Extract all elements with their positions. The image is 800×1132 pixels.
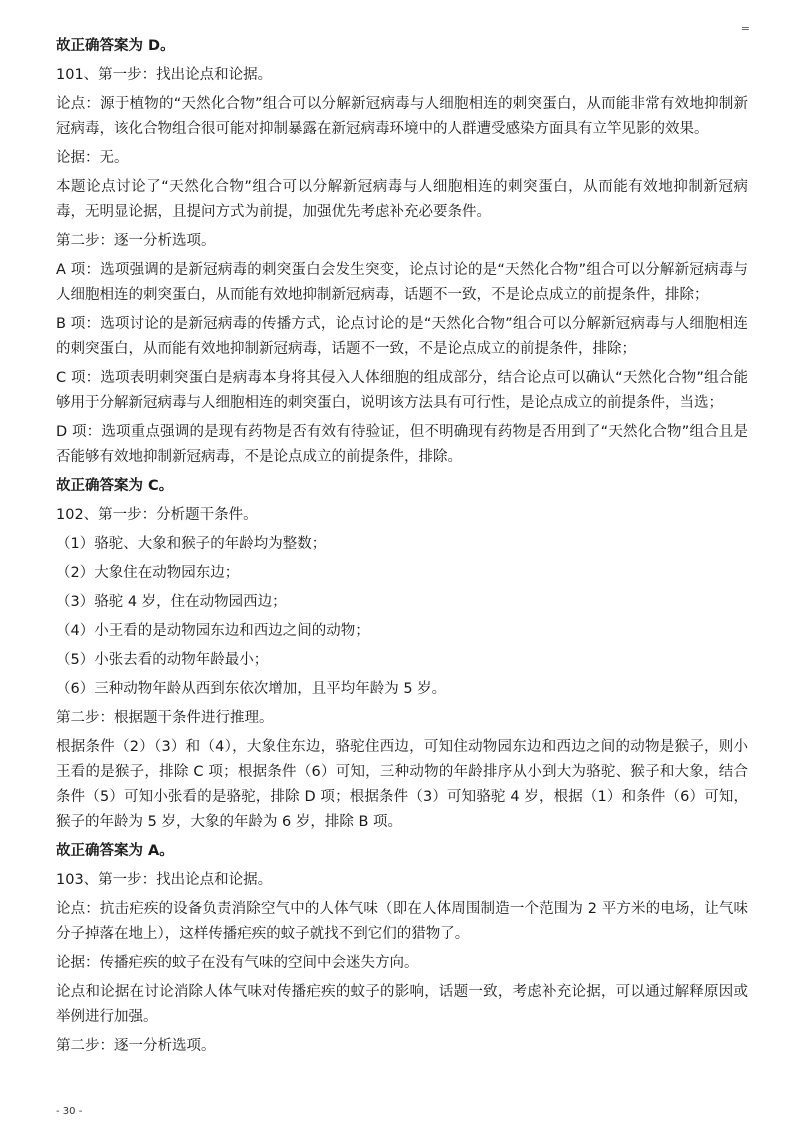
paragraph: （1）骆驼、大象和猴子的年龄均为整数；	[56, 536, 327, 552]
paragraph: B 项：选项讨论的是新冠病毒的传播方式，论点讨论的是“天然化合物”组合可以分解新冠病毒与人细胞相连的刺突蛋白，从而能有效地抑制新冠病毒，话题不一致，不是论点成立的前提条件，排除；	[56, 316, 748, 357]
paragraph: 论点和论据在讨论消除人体气味对传播疟疾的蚊子的影响，话题一致，考虑补充论据，可以通过解释原因或举例进行加强。	[56, 984, 748, 1025]
paragraph: 第二步：根据题干条件进行推理。	[56, 710, 274, 726]
paragraph: 第二步：逐一分析选项。	[56, 233, 216, 249]
paragraph: （3）骆驼 4 岁，住在动物园西边；	[56, 594, 287, 610]
paragraph: （5）小张去看的动物年龄最小；	[56, 652, 269, 668]
paragraph: （6）三种动物年龄从西到东依次增加，且平均年龄为 5 岁。	[56, 681, 447, 697]
answer-conclusion: 故正确答案为 C。	[56, 478, 174, 494]
paragraph: 103、第一步：找出论点和论据。	[56, 872, 273, 888]
paragraph: 论点：抗击疟疾的设备负责消除空气中的人体气味（即在人体周围制造一个范围为 2 平方米的电场，让气味分子掉落在地上），这样传播疟疾的蚊子就找不到它们的猎物了。	[56, 901, 748, 942]
paragraph: 本题论点讨论了“天然化合物”组合可以分解新冠病毒与人细胞相连的刺突蛋白，从而能有效地抑制新冠病毒，无明显论据，且提问方式为前提，加强优先考虑补充必要条件。	[56, 179, 748, 220]
paragraph: （2）大象住在动物园东边；	[56, 565, 240, 581]
paragraph: A 项：选项强调的是新冠病毒的刺突蛋白会发生突变，论点讨论的是“天然化合物”组合可以分解新冠病毒与人细胞相连的刺突蛋白，从而能有效地抑制新冠病毒，话题不一致，不是论点成立的前提条件，排除；	[56, 262, 748, 303]
paragraph: 根据条件（2）（3）和（4），大象住东边，骆驼住西边，可知住动物园东边和西边之间的动物是猴子，则小王看的是猴子，排除 C 项；根据条件（6）可知，三种动物的年龄排序从小到大为骆驼、猴子和大象，结合条件（5）可知小张看的是骆驼，排除 D 项；根据条件（3）可知骆驼 4 岁，根据（1）和条件（6）可知，猴子的年龄为 5 岁，大象的年龄为 6 岁，排除 B 项。	[56, 739, 748, 830]
paragraph: D 项：选项重点强调的是现有药物是否有效有待验证，但不明确现有药物是否用到了“天然化合物”组合且是否能够有效地抑制新冠病毒，不是论点成立的前提条件，排除。	[56, 424, 748, 465]
paragraph: 论据：传播疟疾的蚊子在没有气味的空间中会迷失方向。	[56, 955, 419, 971]
paragraph: 101、第一步：找出论点和论据。	[56, 67, 273, 83]
page-number: - 30 -	[56, 1106, 83, 1117]
answer-conclusion: 故正确答案为 D。	[56, 38, 175, 54]
paragraph: C 项：选项表明刺突蛋白是病毒本身将其侵入人体细胞的组成部分，结合论点可以确认“天然化合物”组合能够用于分解新冠病毒与人细胞相连的刺突蛋白，说明该方法具有可行性，是论点成立的前提条件，当选；	[56, 370, 748, 411]
corner-mark: =	[740, 22, 750, 35]
paragraph: 第二步：逐一分析选项。	[56, 1038, 216, 1054]
paragraph: 论据：无。	[56, 150, 129, 166]
paragraph: 102、第一步：分析题干条件。	[56, 507, 258, 523]
paragraph: （4）小王看的是动物园东边和西边之间的动物；	[56, 623, 370, 639]
paragraph: 论点：源于植物的“天然化合物”组合可以分解新冠病毒与人细胞相连的刺突蛋白，从而能非常有效地抑制新冠病毒，该化合物组合很可能对抑制暴露在新冠病毒环境中的人群遭受感染方面具有立竿见影的效果。	[56, 96, 748, 137]
answer-conclusion: 故正确答案为 A。	[56, 843, 174, 859]
document-body	[56, 34, 748, 1063]
